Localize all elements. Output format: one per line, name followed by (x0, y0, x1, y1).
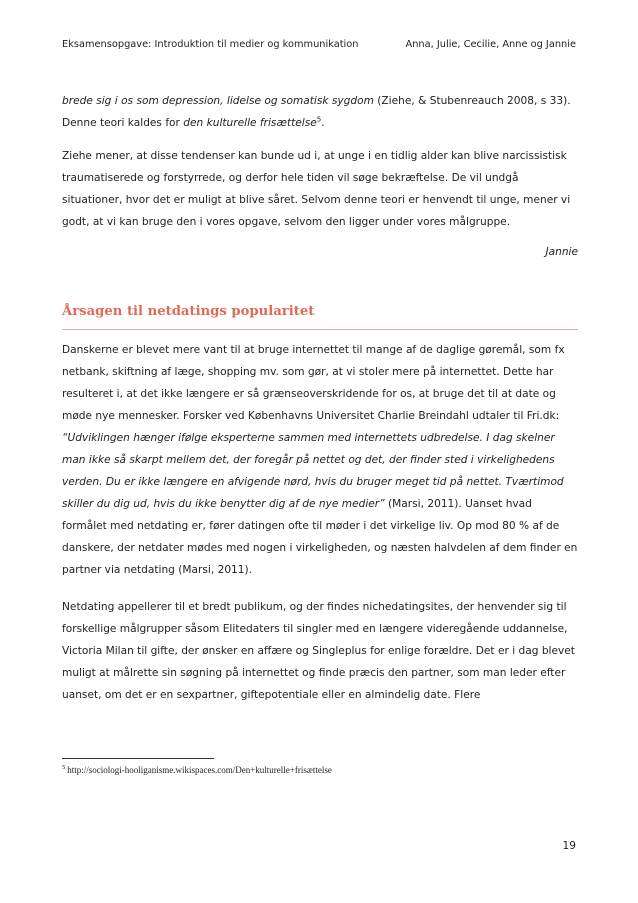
paragraph-text: Ziehe mener, at disse tendenser kan bunde ud i, at unge i en tidlig alder kan blive narcissistisk traumatiserede og forstyrrede, og derfor hele tiden vil søge bekræftelse. De vil undgå situationer, hvor det er muligt at blive såret. Selvom denne teori er henvendt til unge, mener vi godt, at vi kan bruge den i vores opgave, selvom den ligger under vores målgruppe. (62, 150, 571, 228)
running-header (62, 39, 576, 50)
paragraph-text: Netdating appellerer til et bredt publikum, og der findes nichedatingsites, der henvender sig til forskellige målgrupper såsom Elitedaters til singler med en længere videregående uddannelse, Victoria Milan til gifte, der ønsker en affære og Singleplus for enlige forældre. Det er i dag blevet muligt at målrette sin søgning på internettet og finde præcis den partner, som man leder efter uanset, om det er en sexpartner, giftepotentiale eller en almindelig date. Flere (62, 601, 575, 701)
section-paragraph-1 (62, 339, 578, 581)
footnote-separator (62, 758, 214, 759)
theory-term: den kulturelle frisættelse (183, 117, 317, 129)
section-paragraph-2 (62, 596, 578, 706)
ziehe-quote: brede sig i os som depression, lidelse og somatisk sygdom (62, 95, 374, 107)
paragraph-text (62, 339, 578, 581)
footnote (62, 765, 332, 775)
heading-underline (62, 329, 578, 330)
paragraph-start: Danskerne er blevet mere vant til at bruge internettet til mange af de daglige gøremål, som fx netbank, skiftning af læge, shopping mv. som gør, at vi stoler mere på internettet. Dette har resulteret i, at det ikke længere er så grænseoverskridende for os, at bruge det til at date og møde nye mennesker. Forsker ved Københavns Universitet Charlie Breindahl udtaler til Fri.dk: (62, 344, 565, 422)
paragraph-ziehe (62, 145, 578, 233)
footnote-number: 5 (62, 764, 66, 771)
continuation-text (62, 90, 578, 134)
breindahl-quote: “Udviklingen hænger ifølge eksperterne sammen med internettets udbredelse. I dag skelner man ikke så skarpt mellem det, der foregår på nettet og det, der finder sted i virkelighedens verden. Du er ikke længere en afvigende nørd, hvis du bruger meget tid på nettet. Tværtimod skiller du dig ud, hvis du ikke benytter dig af de nye medier” (62, 432, 564, 510)
footnote-url[interactable]: http://sociologi-hooliganisme.wikispaces.com/Den+kulturelle+frisættelse (67, 765, 332, 775)
paragraph-end: (Marsi, 2011). Uanset hvad formålet med netdating er, fører datingen ofte til møder i det virkelige liv. Op mod 80 % af de danskere, der netdater mødes med nogen i virkeligheden, og næsten halvdelen af dem finder en partner via netdating (Marsi, 2011). (62, 498, 578, 576)
ziehe-citation: (Ziehe, & Stubenreauch 2008, s 33). (373, 95, 571, 107)
section-heading: Årsagen til netdatings popularitet (62, 304, 315, 319)
header-authors: Anna, Julie, Cecilie, Anne og Jannie (405, 39, 576, 50)
footnote-reference[interactable]: 5 (316, 115, 322, 124)
header-course-title: Eksamensopgave: Introduktion til medier og kommunikation (62, 39, 359, 50)
author-signature: Jannie (545, 246, 578, 258)
theory-intro: Denne teori kaldes for (62, 117, 184, 129)
continuation-line-2 (62, 112, 578, 134)
period: . (321, 117, 325, 129)
page-number: 19 (562, 840, 576, 852)
continuation-line-1 (62, 90, 578, 112)
